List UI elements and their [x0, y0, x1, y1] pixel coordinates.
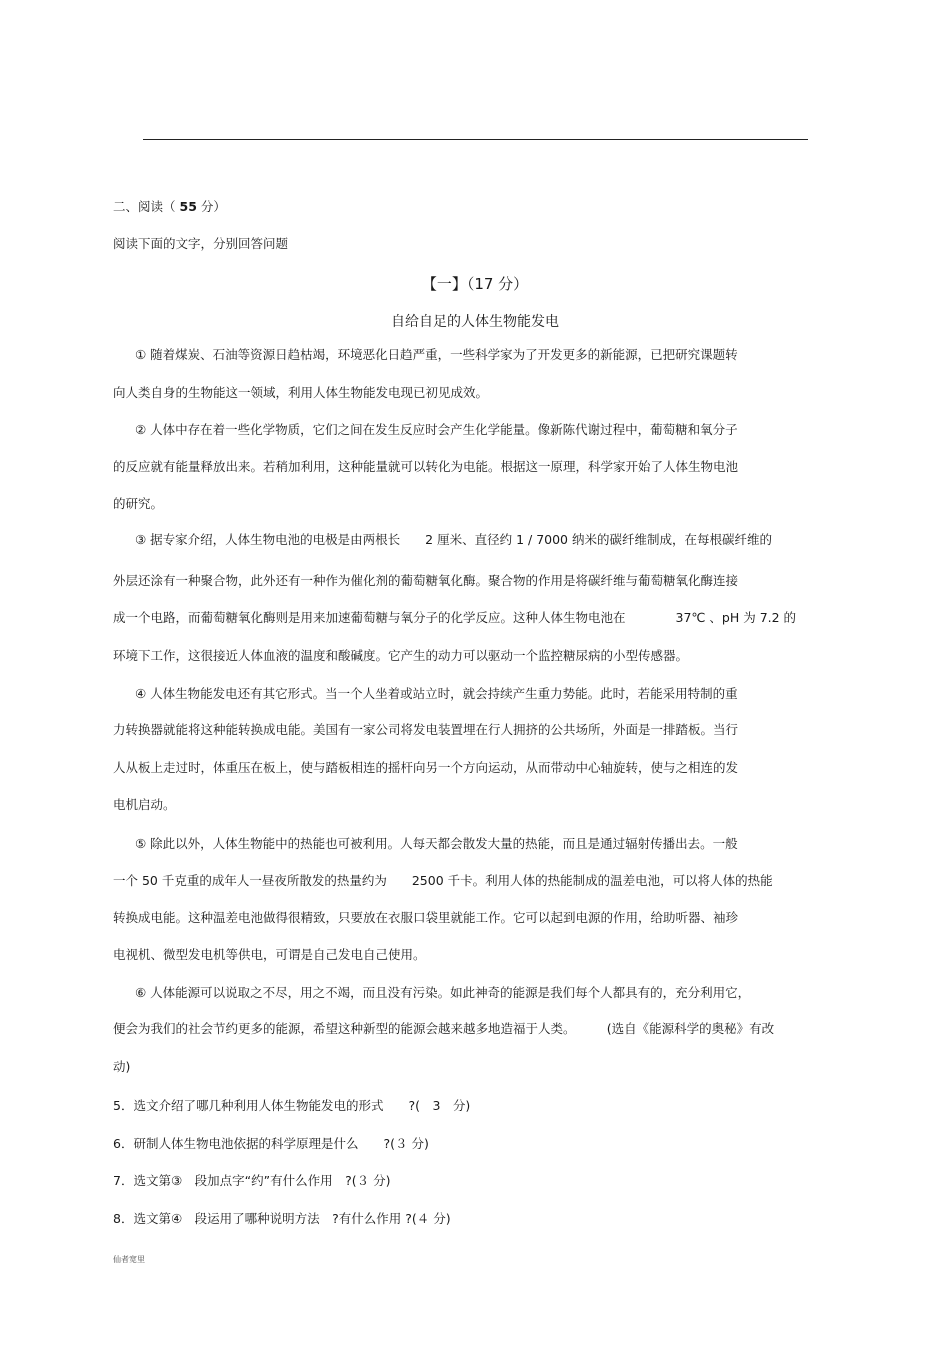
question-7: 7．选文第③ 段加点字“约”有什么作用 ?(３ 分): [113, 1173, 391, 1188]
paragraph-line: 向人类自身的生物能这一领域，利用人体生物能发电现已初见成效。: [113, 385, 489, 400]
paragraph-line: ④ 人体生物能发电还有其它形式。当一个人坐着或站立时，就会持续产生重力势能。此时，若能采用特制的重: [135, 686, 738, 701]
paragraph-line: ③ 据专家介绍，人体生物电池的电极是由两根长 2 厘米、直径约 1 / 7000 纳米的碳纤维制成，在每根碳纤维的: [135, 532, 772, 547]
paragraph-line: 外层还涂有一种聚合物，此外还有一种作为催化剂的葡萄糖氧化酶。聚合物的作用是将碳纤维与葡萄糖氧化酶连接: [113, 573, 739, 588]
section-title: [113, 199, 226, 215]
paragraph-line: ⑤ 除此以外，人体生物能中的热能也可被利用。人每天都会散发大量的热能，而且是通过辐射传播出去。一般: [135, 836, 738, 851]
page-footer: 仙者宽里: [113, 1255, 145, 1264]
paragraph-line: 成一个电路，而葡萄糖氧化酶则是用来加速葡萄糖与氧分子的化学反应。这种人体生物电池在 37℃ 、pH 为 7.2 的: [113, 610, 797, 625]
paragraph-line: 电机启动。: [113, 797, 176, 812]
paragraph-line: 动): [113, 1059, 131, 1074]
section-score: 55: [179, 199, 197, 214]
header-rule: [143, 139, 808, 140]
question-8: 8．选文第④ 段运用了哪种说明方法 ?有什么作用 ?(４ 分): [113, 1211, 451, 1226]
paragraph-line: ⑥ 人体能源可以说取之不尽，用之不竭，而且没有污染。如此神奇的能源是我们每个人都具有的，充分利用它，: [135, 985, 751, 1000]
paragraph-line: 转换成电能。这种温差电池做得很精致，只要放在衣服口袋里就能工作。它可以起到电源的作用，给助听器、袖珍: [113, 910, 739, 925]
question-6: 6．研制人体生物电池依据的科学原理是什么 ?(３ 分): [113, 1136, 429, 1151]
paragraph-line: 人从板上走过时，体重压在板上，使与踏板相连的摇杆向另一个方向运动，从而带动中心轴旋转，使与之相连的发: [113, 760, 739, 775]
paragraph-line: 环境下工作，这很接近人体血液的温度和酸碱度。它产生的动力可以驱动一个监控糖尿病的小型传感器。: [113, 648, 689, 663]
paragraph-line: ② 人体中存在着一些化学物质，它们之间在发生反应时会产生化学能量。像新陈代谢过程中，葡萄糖和氧分子: [135, 422, 738, 437]
section-suffix: 分）: [200, 199, 226, 214]
paragraph-line: 电视机、微型发电机等供电，可谓是自己发电自己使用。: [113, 947, 426, 962]
question-5: 5．选文介绍了哪几种利用人体生物能发电的形式 ?( 3 分): [113, 1098, 471, 1113]
paragraph-line: ① 随着煤炭、石油等资源日趋枯竭，环境恶化日趋严重，一些科学家为了开发更多的新能源，已把研究课题转: [135, 347, 738, 362]
paragraph-line: 便会为我们的社会节约更多的能源，希望这种新型的能源会越来越多地造福于人类。 (选自《能源科学的奥秘》有改: [113, 1021, 775, 1036]
paragraph-line: 的研究。: [113, 496, 164, 511]
section-prefix: 二、阅读（: [113, 199, 176, 214]
paragraph-line: 力转换器就能将这种能转换成电能。美国有一家公司将发电装置埋在行人拥挤的公共场所，外面是一排踏板。当行: [113, 722, 739, 737]
paragraph-line: 的反应就有能量释放出来。若稍加利用，这种能量就可以转化为电能。根据这一原理，科学家开始了人体生物电池: [113, 459, 739, 474]
article-title: 自给自足的人体生物能发电: [391, 314, 559, 330]
part-heading: 【一】（17 分）: [421, 275, 529, 293]
paragraph-line: 一个 50 千克重的成年人一昼夜所散发的热量约为 2500 千卡。利用人体的热能制成的温差电池，可以将人体的热能: [113, 873, 773, 888]
reading-instruction: 阅读下面的文字，分别回答问题: [113, 236, 289, 251]
